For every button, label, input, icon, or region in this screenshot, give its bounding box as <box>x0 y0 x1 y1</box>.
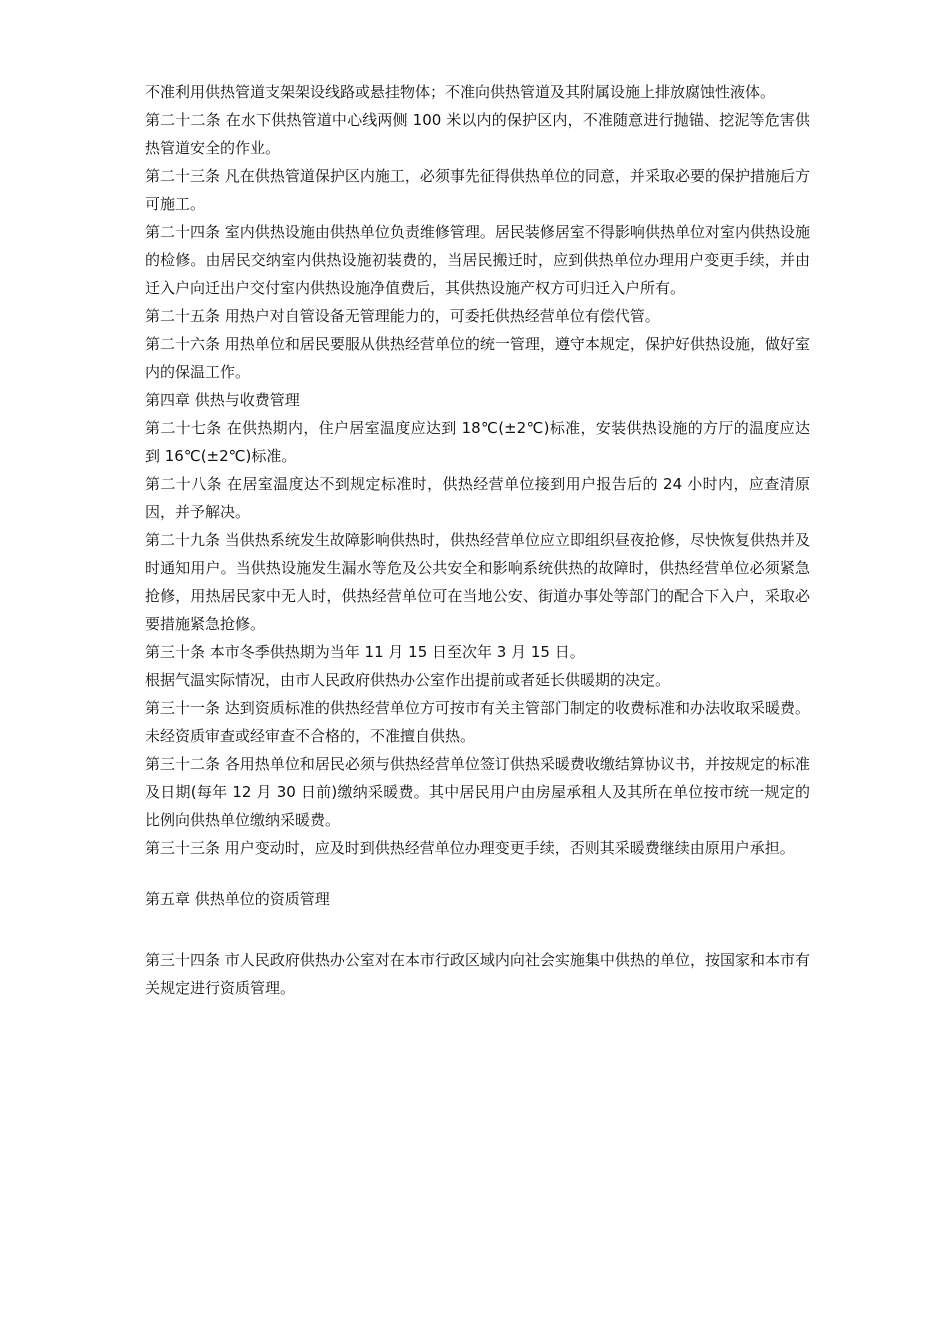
paragraph-pipe-support-rule: 不准利用供热管道支架架设线路或悬挂物体；不准向供热管道及其附属设施上排放腐蚀性液体。 <box>145 83 776 101</box>
article-30: 第三十条 本市冬季供热期为当年 11 月 15 日至次年 3 月 15 日。 <box>145 643 585 661</box>
article-32: 第三十二条 各用热单位和居民必须与供热经营单位签订供热采暖费收缴结算协议书，并按规定的标准及日期(每年 12 月 30 日前)缴纳采暖费。其中居民用户由房屋承租人及其所在单位按市统一规定的比例向供热单位缴纳采暖费。 <box>145 755 810 829</box>
article-27: 第二十七条 在供热期内，住户居室温度应达到 18℃(±2℃)标准，安装供热设施的方厅的温度应达到 16℃(±2℃)标准。 <box>145 419 810 465</box>
chapter-5-heading: 第五章 供热单位的资质管理 <box>145 890 330 908</box>
article-28: 第二十八条 在居室温度达不到规定标准时，供热经营单位接到用户报告后的 24 小时内，应查清原因，并予解决。 <box>145 475 810 521</box>
article-33: 第三十三条 用户变动时，应及时到供热经营单位办理变更手续，否则其采暖费继续由原用户承担。 <box>145 839 795 857</box>
article-25: 第二十五条 用热户对自管设备无管理能力的，可委托供热经营单位有偿代管。 <box>145 307 660 325</box>
article-30-supplement: 根据气温实际情况，由市人民政府供热办公室作出提前或者延长供暖期的决定。 <box>145 671 671 689</box>
article-29: 第二十九条 当供热系统发生故障影响供热时，供热经营单位应立即组织昼夜抢修，尽快恢复供热并及时通知用户。当供热设施发生漏水等危及公共安全和影响系统供热的故障时，供热经营单位必须紧急抢修，用热居民家中无人时，供热经营单位可在当地公安、街道办事处等部门的配合下入户，采取必要措施紧急抢修。 <box>145 531 810 633</box>
article-31: 第三十一条 达到资质标准的供热经营单位方可按市有关主管部门制定的收费标准和办法收取采暖费。未经资质审查或经审查不合格的，不准擅自供热。 <box>145 699 810 745</box>
chapter-4-heading: 第四章 供热与收费管理 <box>145 391 300 409</box>
document-body <box>145 78 810 1002</box>
article-34: 第三十四条 市人民政府供热办公室对在本市行政区域内向社会实施集中供热的单位，按国家和本市有关规定进行资质管理。 <box>145 951 810 997</box>
article-22: 第二十二条 在水下供热管道中心线两侧 100 米以内的保护区内，不准随意进行抛锚、挖泥等危害供热管道安全的作业。 <box>145 111 810 157</box>
article-24: 第二十四条 室内供热设施由供热单位负责维修管理。居民装修居室不得影响供热单位对室内供热设施的检修。由居民交纳室内供热设施初装费的，当居民搬迁时，应到供热单位办理用户变更手续，并由迁入户向迁出户交付室内供热设施净值费后，其供热设施产权方可归迁入户所有。 <box>145 223 810 297</box>
article-26: 第二十六条 用热单位和居民要服从供热经营单位的统一管理，遵守本规定，保护好供热设施，做好室内的保温工作。 <box>145 335 810 381</box>
article-23: 第二十三条 凡在供热管道保护区内施工，必须事先征得供热单位的同意，并采取必要的保护措施后方可施工。 <box>145 167 810 213</box>
